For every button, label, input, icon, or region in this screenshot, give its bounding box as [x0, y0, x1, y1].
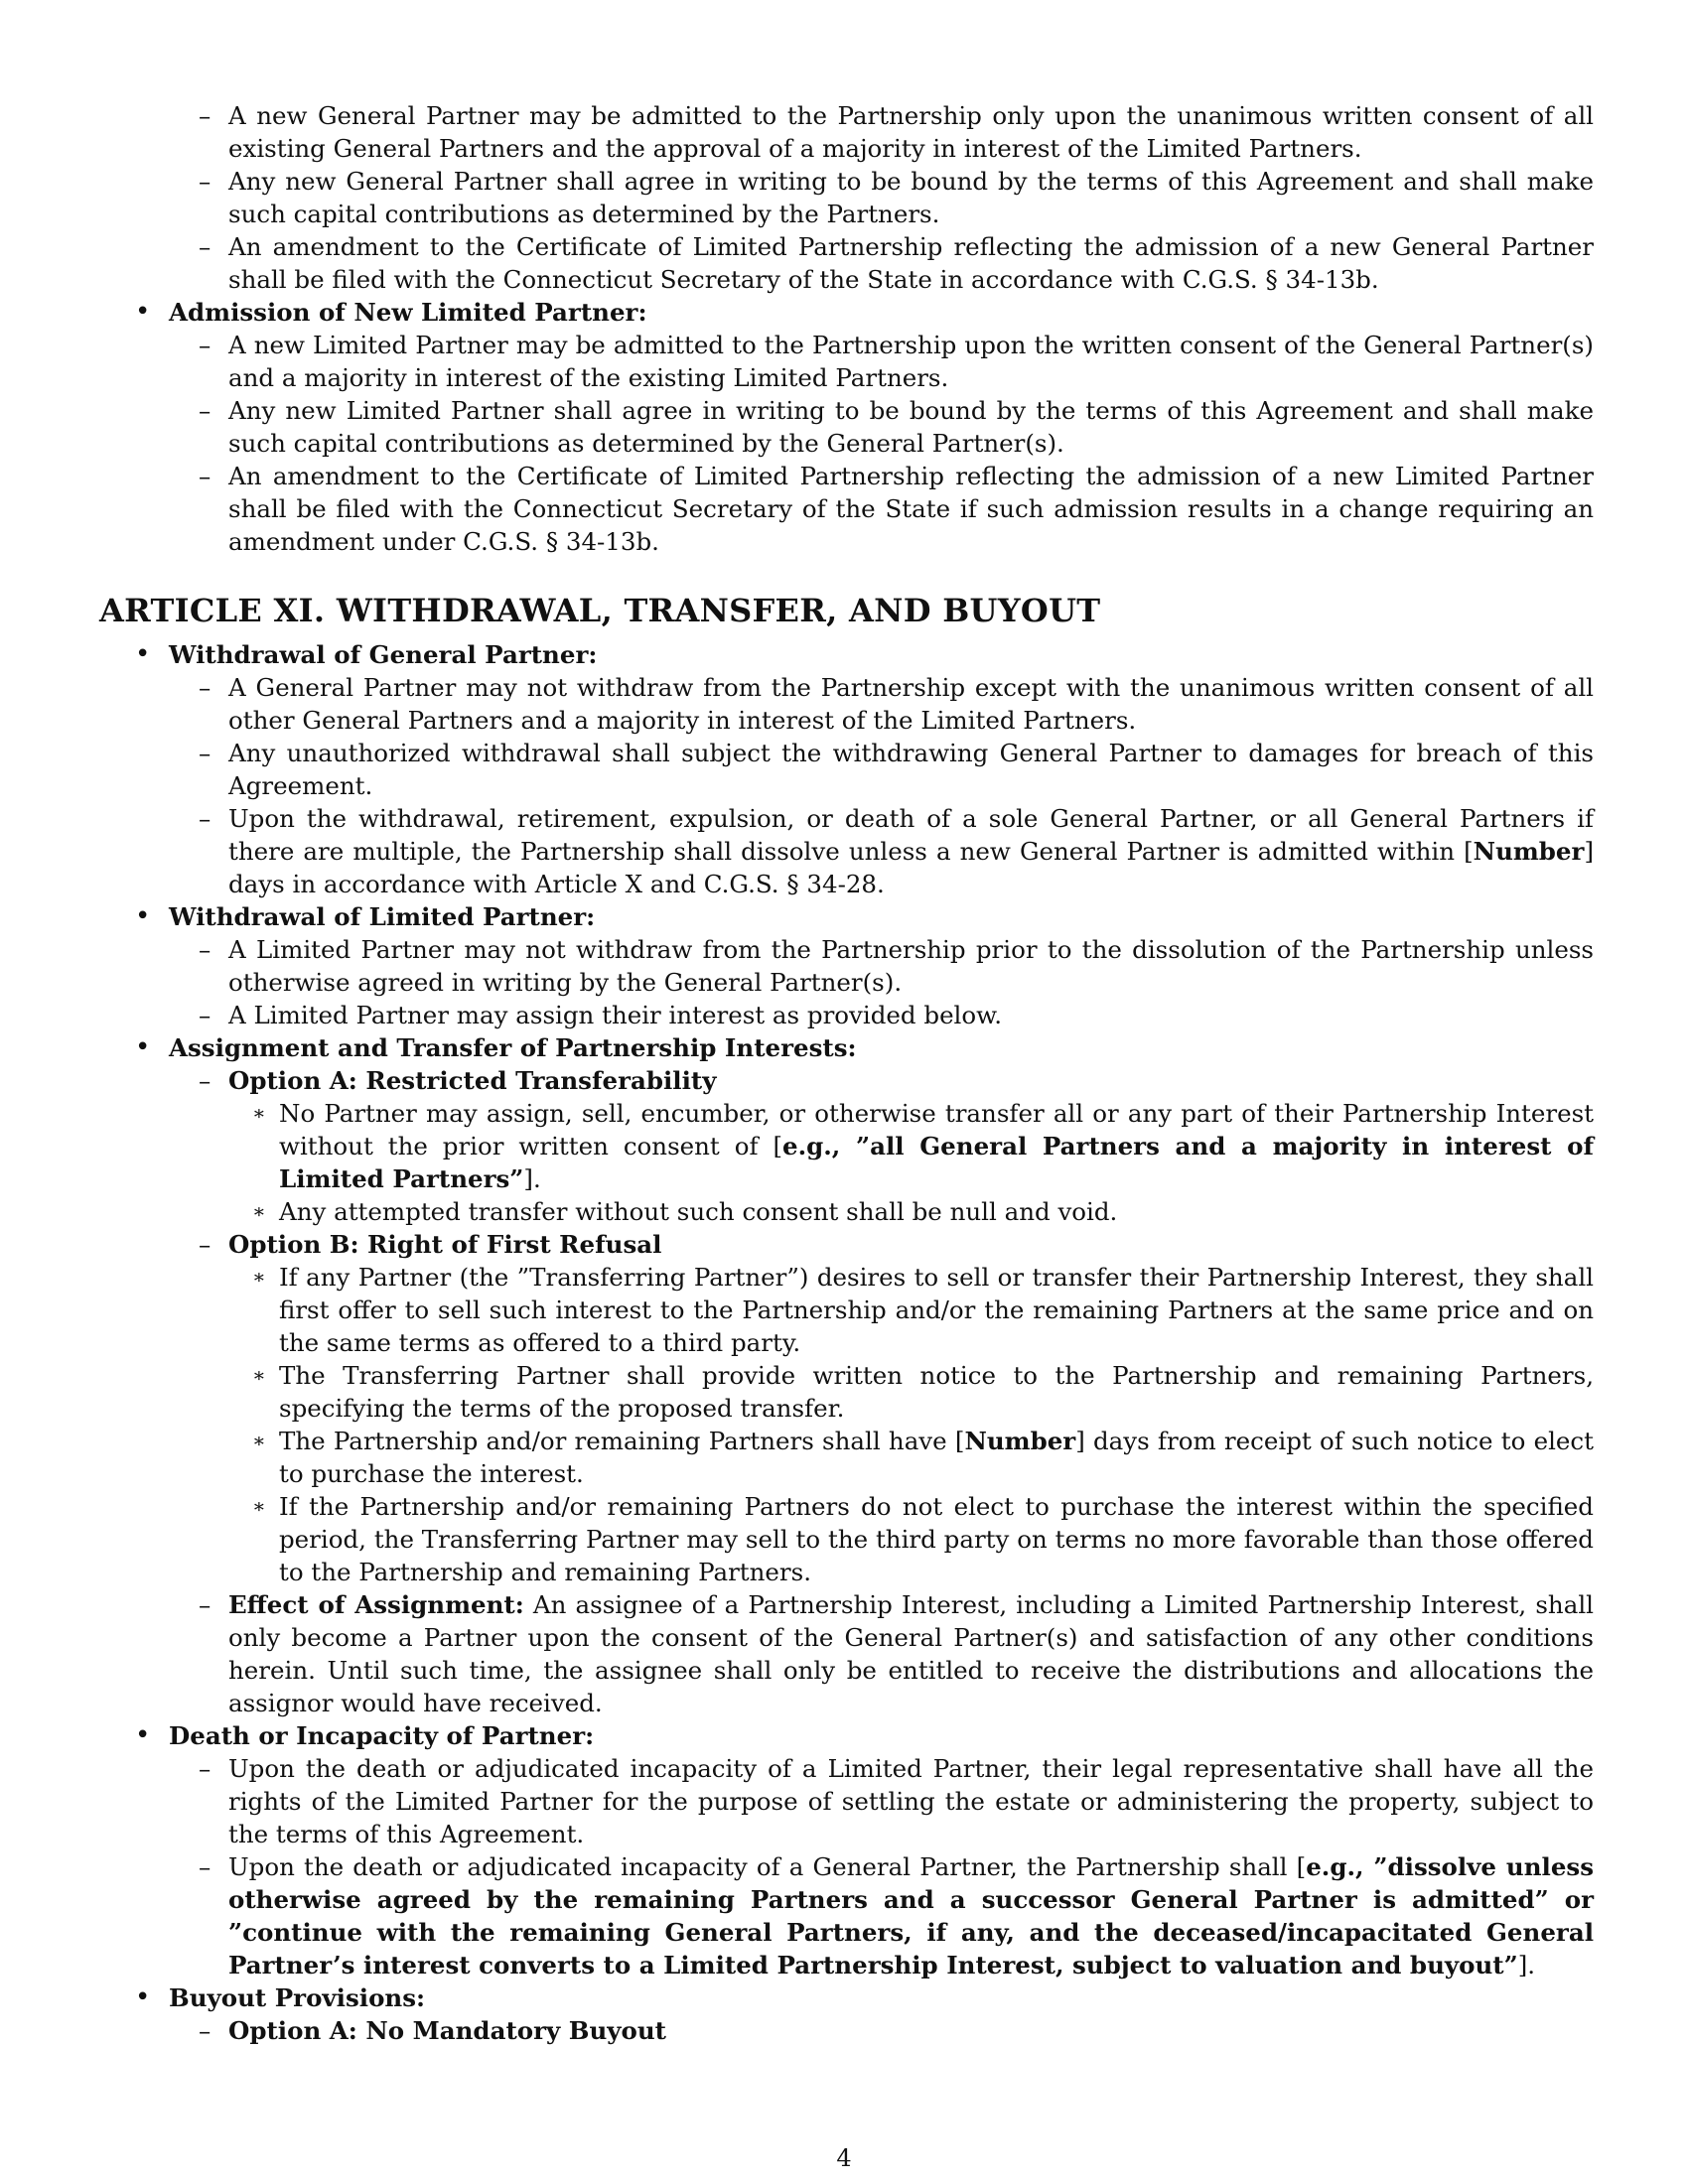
death-heading: Death or Incapacity of Partner: — [169, 1721, 595, 1750]
lp-withdrawal-sublist — [169, 933, 1594, 1031]
death-sublist — [169, 1752, 1594, 1981]
option-a-sublist — [228, 1097, 1594, 1228]
option-a-text-1a: No Partner may assign, sell, encumber, or otherwise transfer all or any part of their Partnership Interest without the prior written consent of [ — [279, 1099, 1594, 1160]
option-a-text-2: Any attempted transfer without such consent shall be null and void. — [279, 1197, 1118, 1226]
gp-withdrawal-heading: Withdrawal of General Partner: — [169, 640, 598, 669]
list-item: – Any new Limited Partner shall agree in writing to be bound by the terms of this Agreement and shall make such capital contributions as determined by the General Partner(s). — [199, 396, 1594, 458]
buyout-option-a-heading: Option A: No Mandatory Buyout — [228, 2016, 666, 2045]
death-text-1: Upon the death or adjudicated incapacity of a Limited Partner, their legal representative shall have all the rights of the Limited Partner for the purpose of settling the estate or administering the property, subject to the terms of this Agreement. — [228, 1754, 1594, 1848]
option-b-sublist — [228, 1261, 1594, 1588]
list-item: – Option B: Right of First Refusal ∗ If any Partner (the ”Transferring Partner”) desires to sell or transfer their Partnership Interest, they shall first offer to sell such interest to the Partnership and/or the remaining Partners at the same price and on the same terms as offered to a third party. ∗ The Transferring Partner shall provide written notice to the Partnership and remaining Partners, specifying the terms of the proposed transfer. ∗ The Partnership and/or remaining Partners shall have [Number] days from receipt of such notice to elect to purchase the interest. ∗ If the Partnership and/or remaining Partners do not elect to purchase the interest within the specified period, the Transferring Partner may sell to the third party on terms no more favorable than those offered to the Partnership and remaining Partners. — [199, 1230, 1594, 1586]
gp-withdrawal-sublist — [169, 671, 1594, 900]
gp-admission-text-1: A new General Partner may be admitted to the Partnership only upon the unanimous written consent of all existing General Partners and the approval of a majority in interest of the Limited Partners. — [228, 101, 1594, 163]
list-item: ∗ The Transferring Partner shall provide written notice to the Partnership and remaining Partners, specifying the terms of the proposed transfer. — [252, 1361, 1594, 1423]
list-item: – Option A: Restricted Transferability ∗ No Partner may assign, sell, encumber, or otherwise transfer all or any part of their Partnership Interest without the prior written consent of [e.g., ”all General Partners and a majority in interest of Limited Partners”]. ∗ Any attempted transfer without such consent shall be null and void. — [199, 1066, 1594, 1226]
page-number: 4 — [836, 2144, 852, 2172]
list-item: – Option A: No Mandatory Buyout — [199, 2016, 666, 2045]
list-item: – Effect of Assignment: An assignee of a Partnership Interest, including a Limited Partnership Interest, shall only become a Partner upon the consent of the General Partner(s) and satisfaction of any other conditions herein. Until such time, the assignee shall only be entitled to receive the distributions and allocations the assignor would have received. — [199, 1590, 1594, 1717]
death-text-2b: ]. — [1517, 1951, 1536, 1979]
option-a-text-1b: ]. — [523, 1164, 541, 1193]
lp-admission-text-3: An amendment to the Certificate of Limited Partnership reflecting the admission of a new Limited Partner shall be filed with the Connecticut Secretary of the State if such admission results in a change requiring an amendment under C.G.S. § 34-13b. — [228, 462, 1594, 556]
list-item: – A Limited Partner may assign their interest as provided below. — [199, 1001, 1002, 1029]
gp-withdrawal-text-1: A General Partner may not withdraw from the Partnership except with the unanimous written consent of all other General Partners and a majority in interest of the Limited Partners. — [228, 673, 1594, 735]
option-b-text-3b: ] days from receipt of such notice to elect to purchase the interest. — [279, 1427, 1594, 1488]
placeholder-number: Number — [1473, 837, 1585, 866]
lp-withdrawal-text-1: A Limited Partner may not withdraw from the Partnership prior to the dissolution of the Partnership unless otherwise agreed in writing by the General Partner(s). — [228, 935, 1594, 997]
list-item: • Admission of New Limited Partner: – A new Limited Partner may be admitted to the Partnership upon the written consent of the General Partner(s) and a majority in interest of the existing Limited Partners. – Any new Limited Partner shall agree in writing to be bound by the terms of this Agreement and shall make such capital contributions as determined by the General Partner(s). – An amendment to the Certificate of Limited Partnership reflecting the admission of a new Limited Partner shall be filed with the Connecticut Secretary of the State if such admission results in a change requiring an amendment under C.G.S. § 34-13b. — [135, 297, 1594, 556]
article-xi-list — [99, 638, 1594, 2047]
list-item: ∗ No Partner may assign, sell, encumber, or otherwise transfer all or any part of their Partnership Interest without the prior written consent of [e.g., ”all General Partners and a majority in interest of Limited Partners”]. — [252, 1099, 1594, 1193]
list-item: – Any new General Partner shall agree in writing to be bound by the terms of this Agreement and shall make such capital contributions as determined by the Partners. — [199, 167, 1594, 228]
list-item: – Upon the withdrawal, retirement, expulsion, or death of a sole General Partner, or all General Partners if there are multiple, the Partnership shall dissolve unless a new General Partner is admitted within [Number] days in accordance with Article X and C.G.S. § 34-28. — [199, 804, 1594, 898]
list-item: – A General Partner may not withdraw from the Partnership except with the unanimous written consent of all other General Partners and a majority in interest of the Limited Partners. — [199, 673, 1594, 735]
gp-withdrawal-text-2: Any unauthorized withdrawal shall subject the withdrawing General Partner to damages for breach of this Agreement. — [228, 739, 1594, 800]
assignment-sublist — [169, 1064, 1594, 1719]
buyout-sublist — [169, 2014, 1594, 2047]
option-b-text-3a: The Partnership and/or remaining Partners shall have [ — [279, 1427, 965, 1455]
list-item: • Buyout Provisions: – Option A: No Mandatory Buyout — [99, 1981, 1594, 2047]
option-b-text-4: If the Partnership and/or remaining Partners do not elect to purchase the interest within the specified period, the Transferring Partner may sell to the third party on terms no more favorable than those offered to the Partnership and remaining Partners. — [279, 1492, 1594, 1586]
assignment-heading: Assignment and Transfer of Partnership Interests: — [169, 1033, 857, 1062]
lp-withdrawal-heading: Withdrawal of Limited Partner: — [169, 902, 596, 931]
lp-admission-sublist — [169, 329, 1594, 558]
list-item — [99, 99, 1594, 296]
placeholder-number: Number — [964, 1427, 1076, 1455]
death-placeholder: e.g., ”dissolve unless otherwise agreed by the remaining Partners and a successor General Partner is admitted” or ”continue with the remaining General Partners, if any, and the deceased/incapacitated General Partner’s interest converts to a Limited Partnership Interest, subject to valuation and buyout” — [228, 1852, 1595, 1979]
option-b-text-1: If any Partner (the ”Transferring Partner”) desires to sell or transfer their Partnership Interest, they shall first offer to sell such interest to the Partnership and/or the remaining Partners at the same price and on the same terms as offered to a third party. — [279, 1263, 1594, 1357]
gp-admission-sublist — [99, 99, 1594, 296]
article-x-continuation — [99, 99, 1594, 558]
death-text-2a: Upon the death or adjudicated incapacity of a General Partner, the Partnership shall [ — [228, 1852, 1307, 1881]
gp-withdrawal-text-3b: ] days in accordance with Article X and C.G.S. § 34-28. — [228, 837, 1594, 898]
lp-withdrawal-text-2: A Limited Partner may assign their interest as provided below. — [228, 1001, 1002, 1029]
list-item: ∗ If the Partnership and/or remaining Partners do not elect to purchase the interest within the specified period, the Transferring Partner may sell to the third party on terms no more favorable than those offered to the Partnership and remaining Partners. — [252, 1492, 1594, 1586]
option-a-placeholder: e.g., ”all General Partners and a majority in interest of Limited Partners” — [279, 1132, 1594, 1193]
effect-of-assignment-text: An assignee of a Partnership Interest, including a Limited Partnership Interest, shall only become a Partner upon the consent of the General Partner(s) and satisfaction of any other conditions herein. Until such time, the assignee shall only be entitled to receive the distributions and allocations the assignor would have received. — [228, 1590, 1594, 1717]
list-item: – A Limited Partner may not withdraw from the Partnership prior to the dissolution of the Partnership unless otherwise agreed in writing by the General Partner(s). — [199, 935, 1594, 997]
list-item: ∗ Any attempted transfer without such consent shall be null and void. — [252, 1197, 1118, 1226]
option-b-heading: Option B: Right of First Refusal — [228, 1230, 662, 1259]
list-item: ∗ The Partnership and/or remaining Partners shall have [Number] days from receipt of such notice to elect to purchase the interest. — [252, 1427, 1594, 1488]
option-a-heading: Option A: Restricted Transferability — [228, 1066, 717, 1095]
list-item: – An amendment to the Certificate of Limited Partnership reflecting the admission of a new General Partner shall be filed with the Connecticut Secretary of the State in accordance with C.G.S. § 34-13b. — [199, 232, 1594, 294]
lp-admission-heading: Admission of New Limited Partner: — [169, 298, 647, 327]
option-b-text-2: The Transferring Partner shall provide written notice to the Partnership and remaining Partners, specifying the terms of the proposed transfer. — [279, 1361, 1594, 1423]
article-title: ARTICLE XI. WITHDRAWAL, TRANSFER, AND BUYOUT — [99, 592, 1101, 629]
list-item: – Any unauthorized withdrawal shall subject the withdrawing General Partner to damages for breach of this Agreement. — [199, 739, 1594, 800]
list-item: – A new Limited Partner may be admitted to the Partnership upon the written consent of the General Partner(s) and a majority in interest of the existing Limited Partners. — [199, 331, 1594, 392]
list-item: • Withdrawal of General Partner: – A General Partner may not withdraw from the Partnership except with the unanimous written consent of all other General Partners and a majority in interest of the Limited Partners. – Any unauthorized withdrawal shall subject the withdrawing General Partner to damages for breach of this Agreement. – Upon the withdrawal, retirement, expulsion, or death of a sole General Partner, or all General Partners if there are multiple, the Partnership shall dissolve unless a new General Partner is admitted within [Number] days in accordance with Article X and C.G.S. § 34-28. — [135, 639, 1594, 898]
list-item: – Upon the death or adjudicated incapacity of a General Partner, the Partnership shall [e.g., ”dissolve unless otherwise agreed by the remaining Partners and a successor General Partner is admitted” or ”continue with the remaining General Partners, if any, and the deceased/incapacitated General Partner’s interest converts to a Limited Partnership Interest, subject to valuation and buyout”]. — [199, 1852, 1595, 1979]
list-item: • Withdrawal of Limited Partner: – A Limited Partner may not withdraw from the Partnership prior to the dissolution of the Partnership unless otherwise agreed in writing by the General Partner(s). – A Limited Partner may assign their interest as provided below. — [135, 901, 1594, 1029]
list-item: • Death or Incapacity of Partner: – Upon the death or adjudicated incapacity of a Limited Partner, their legal representative shall have all the rights of the Limited Partner for the purpose of settling the estate or administering the property, subject to the terms of this Agreement. – Upon the death or adjudicated incapacity of a General Partner, the Partnership shall [e.g., ”dissolve unless otherwise agreed by the remaining Partners and a successor General Partner is admitted” or ”continue with the remaining General Partners, if any, and the deceased/incapacitated General Partner’s interest converts to a Limited Partnership Interest, subject to valuation and buyout”]. — [135, 1720, 1595, 1979]
list-item: • Assignment and Transfer of Partnership Interests: – Option A: Restricted Transferability ∗ No Partner may assign, sell, encumber, or otherwise transfer all or any part of their Partnership Interest without the prior written consent of [e.g., ”all General Partners and a majority in interest of Limited Partners”]. ∗ Any attempted transfer without such consent shall be null and void. – Option B: Right of First Refusal ∗ If any Partner (the ”Transferring Partner”) desires to sell or transfer their Partnership Interest, they shall first offer to sell such interest to the Partnership and/or the remaining Partners at the same price and on the same terms as offered to a third party. ∗ The Transferring Partner shall provide written notice to the Partnership and remaining Partners, specifying the terms of the proposed transfer. ∗ The Partnership and/or remaining Partners shall have [Number] days from receipt of such notice to elect to purchase the interest. ∗ If the Partnership and/or remaining Partners do not elect to purchase the interest within the specified period, the Transferring Partner may sell to the third party on terms no more favorable than those offered to the Partnership and remaining Partners. – Effect of Assignment: An assignee of a Partnership Interest, including a Limited Partnership Interest, shall only become a Partner upon the consent of the General Partner(s) and satisfaction of any other conditions herein. Until such time, the assignee shall only be entitled to receive the distributions and allocations the assignor would have received. — [135, 1032, 1594, 1717]
page-content — [99, 99, 1594, 2047]
effect-of-assignment-label: Effect of Assignment: — [228, 1590, 524, 1619]
buyout-heading: Buyout Provisions: — [169, 1983, 426, 2012]
gp-withdrawal-text-3a: Upon the withdrawal, retirement, expulsion, or death of a sole General Partner, or all General Partners if there are multiple, the Partnership shall dissolve unless a new General Partner is admitted within [ — [228, 804, 1594, 866]
list-item: ∗ If any Partner (the ”Transferring Partner”) desires to sell or transfer their Partnership Interest, they shall first offer to sell such interest to the Partnership and/or the remaining Partners at the same price and on the same terms as offered to a third party. — [252, 1263, 1594, 1357]
gp-admission-text-3: An amendment to the Certificate of Limited Partnership reflecting the admission of a new General Partner shall be filed with the Connecticut Secretary of the State in accordance with C.G.S. § 34-13b. — [228, 232, 1594, 294]
list-item: – A new General Partner may be admitted to the Partnership only upon the unanimous written consent of all existing General Partners and the approval of a majority in interest of the Limited Partners. — [199, 101, 1594, 163]
lp-admission-text-2: Any new Limited Partner shall agree in writing to be bound by the terms of this Agreement and shall make such capital contributions as determined by the General Partner(s). — [228, 396, 1594, 458]
gp-admission-text-2: Any new General Partner shall agree in writing to be bound by the terms of this Agreement and shall make such capital contributions as determined by the Partners. — [228, 167, 1594, 228]
list-item: – An amendment to the Certificate of Limited Partnership reflecting the admission of a new Limited Partner shall be filed with the Connecticut Secretary of the State if such admission results in a change requiring an amendment under C.G.S. § 34-13b. — [199, 462, 1594, 556]
list-item: – Upon the death or adjudicated incapacity of a Limited Partner, their legal representative shall have all the rights of the Limited Partner for the purpose of settling the estate or administering the property, subject to the terms of this Agreement. — [199, 1754, 1594, 1848]
lp-admission-text-1: A new Limited Partner may be admitted to the Partnership upon the written consent of the General Partner(s) and a majority in interest of the existing Limited Partners. — [228, 331, 1594, 392]
